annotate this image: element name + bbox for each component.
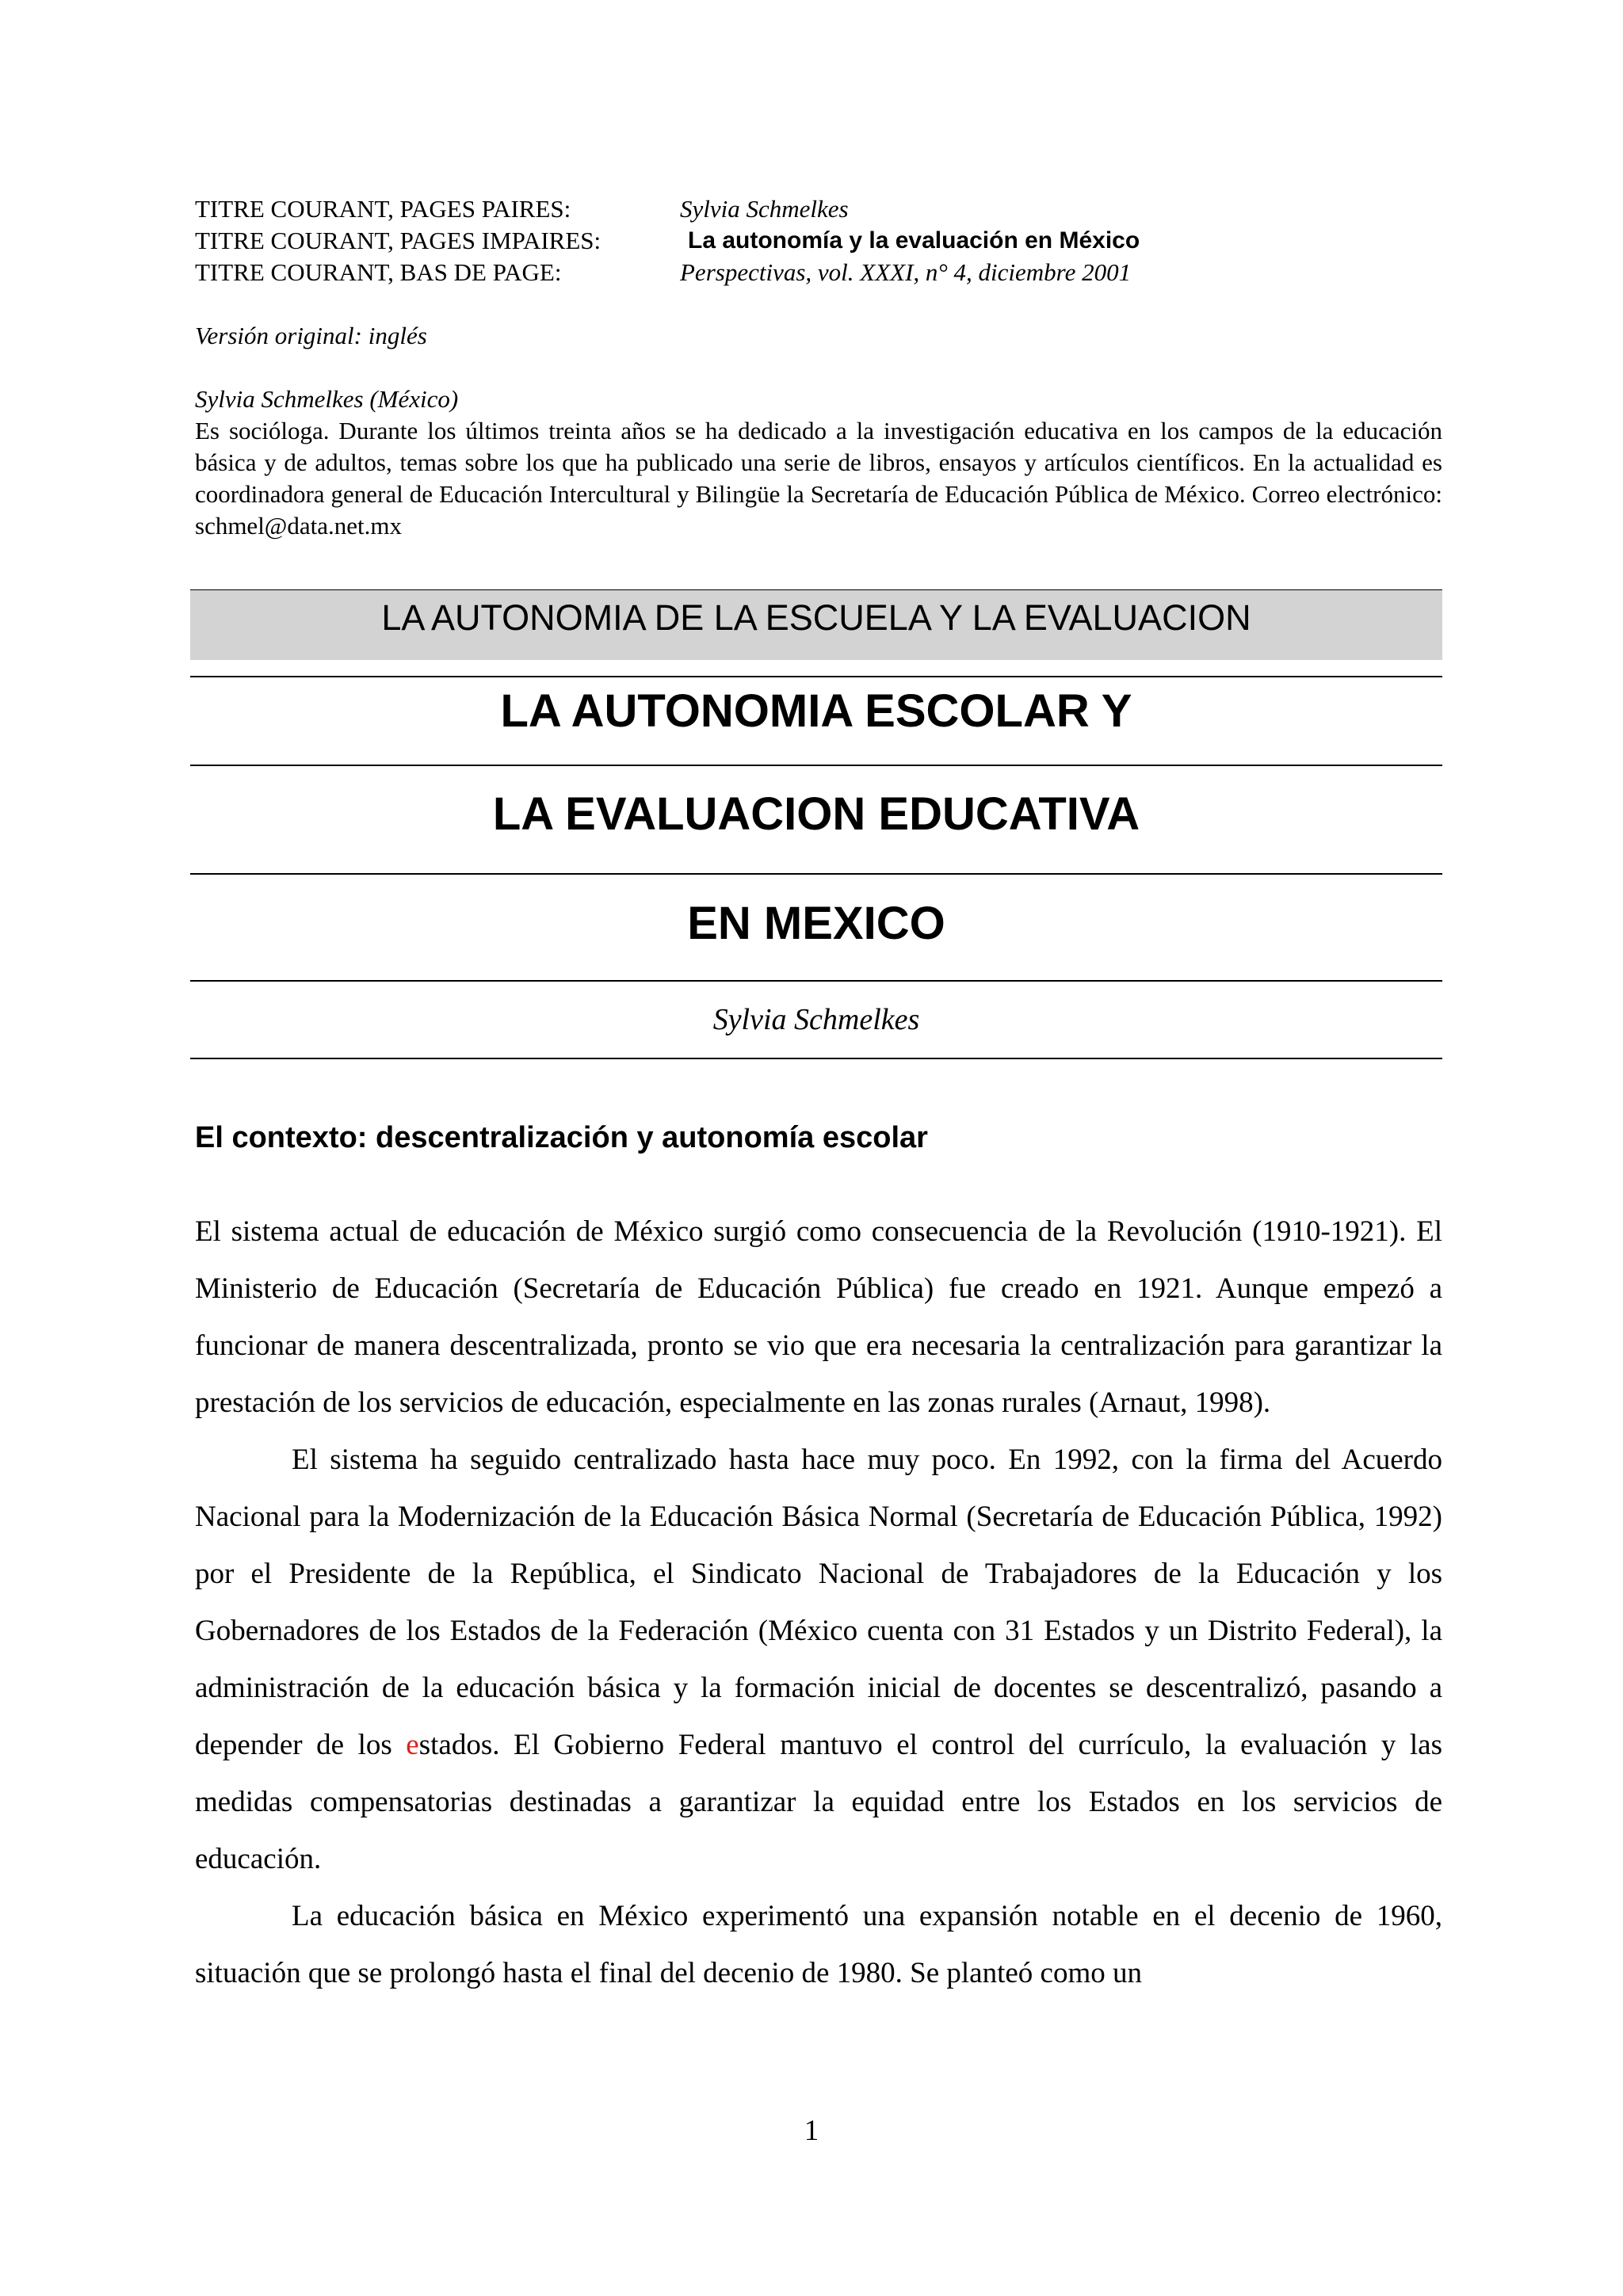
paragraph-text: El sistema ha seguido centralizado hasta hace muy poco. En 1992, con la firma del Acuerdo Nacional para la Modernización de la Educación Básica Normal (Secretaría de Educación Pública, 1992) por el Presidente de la República, el Sindicato Nacional de Trabajadores de la Educación y los Gobernadores de los Estados de la Federación (México cuenta con 31 Estados y un Distrito Federal), la administración de la educación básica y la formación inicial de docentes se descentralizó, pasando a depender de los [195, 1444, 1442, 1761]
rule [190, 873, 1442, 875]
paragraph-text: stados. El Gobierno Federal mantuvo el control del currículo, la evaluación y las medidas compensatorias destinadas a garantizar la equidad entre los Estados en los servicios de educación. [195, 1729, 1442, 1875]
running-head-value: Sylvia Schmelkes [680, 195, 849, 223]
author-bio: Es socióloga. Durante los últimos treinta años se ha dedicado a la investigación educativa en los campos de la educación básica y de adultos, temas sobre los que ha publicado una serie de libros, ensayos y artículos científicos. En la actualidad es coordinadora general de Educación Intercultural y Bilingüe la Secretaría de Educación Pública de México. Correo electrónico: schmel@data.net.mx [195, 417, 1442, 540]
paragraph: El sistema actual de educación de México surgió como consecuencia de la Revolución (1910-1921). El Ministerio de Educación (Secretaría de Educación Pública) fue creado en 1921. Aunque empezó a funcionar de manera descentralizada, pronto se vio que era necesaria la centralización para garantizar la prestación de los servicios de educación, especialmente en las zonas rurales (Arnaut, 1998). [195, 1215, 1442, 1419]
author-name-line: Sylvia Schmelkes (México) [195, 385, 459, 413]
page-number: 1 [804, 2115, 819, 2147]
running-head-label: TITRE COURANT, BAS DE PAGE: [195, 258, 562, 286]
body-text [195, 1203, 1442, 2002]
title-line-2: LA EVALUACION EDUCATIVA [492, 788, 1140, 840]
highlighted-letter: e [406, 1729, 419, 1761]
running-head-label: TITRE COURANT, PAGES IMPAIRES: [195, 227, 601, 254]
running-head-value: Perspectivas, vol. XXXI, n° 4, diciembre 2001 [680, 258, 1132, 286]
title-line-1: LA AUTONOMIA ESCOLAR Y [500, 685, 1132, 737]
section-heading: El contexto: descentralización y autonomía escolar [195, 1121, 928, 1154]
original-version-note: Versión original: inglés [195, 322, 427, 349]
byline: Sylvia Schmelkes [712, 1003, 920, 1036]
running-head-value: La autonomía y la evaluación en México [688, 227, 1140, 254]
paragraph: La educación básica en México experimentó una expansión notable en el decenio de 1960, situación que se prolongó hasta el final del decenio de 1980. Se planteó como un [195, 1900, 1442, 1989]
rule [190, 1058, 1442, 1059]
title-line-3: EN MEXICO [687, 898, 945, 949]
running-head-label: TITRE COURANT, PAGES PAIRES: [195, 195, 571, 223]
paragraph [195, 1432, 1442, 1888]
rule [190, 676, 1442, 677]
rule [190, 980, 1442, 982]
rule [190, 765, 1442, 766]
section-band-title: LA AUTONOMIA DE LA ESCUELA Y LA EVALUACION [381, 597, 1251, 638]
